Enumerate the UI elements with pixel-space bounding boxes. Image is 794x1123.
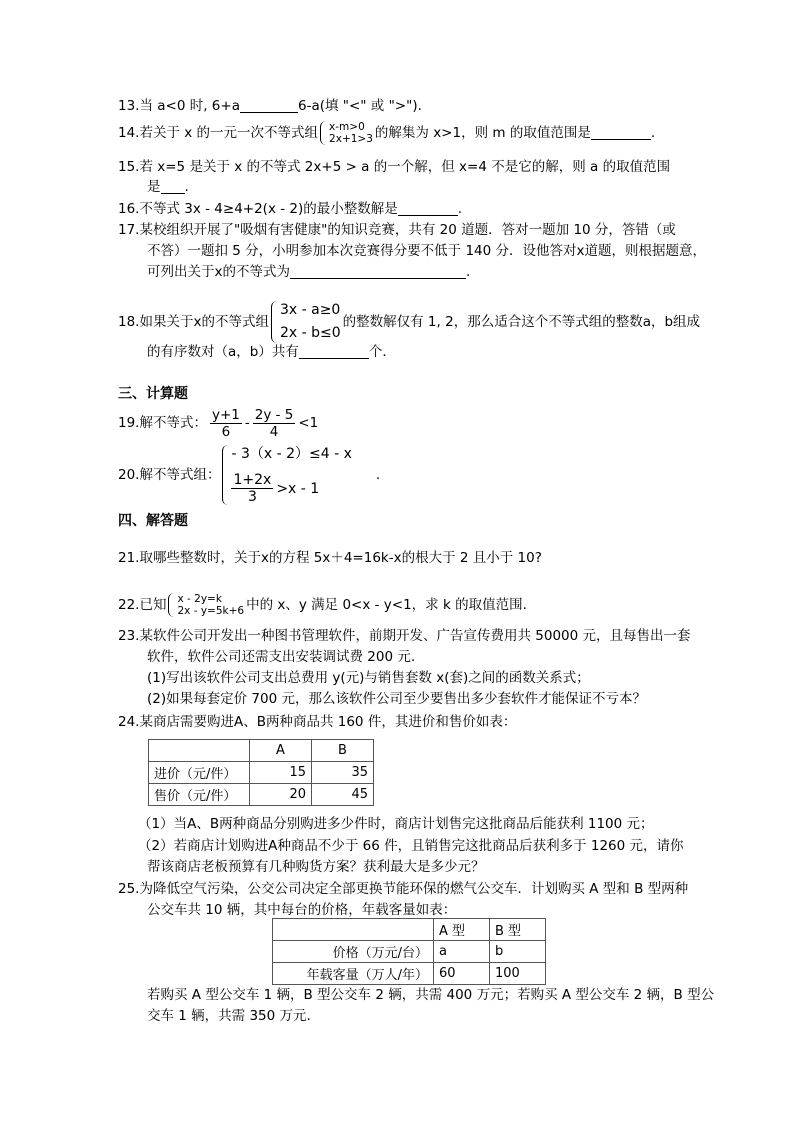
q13-text-a: 13.当 a<0 时, 6+a (118, 98, 240, 114)
brace-icon (222, 445, 229, 505)
question-25-line-1: 25.为降低空气污染，公交公司决定全部更换节能环保的燃气公交车．计划购买 A 型和 B 型两种 (118, 881, 689, 897)
question-24-part-1: （1）当A、B两种商品分别购进多少件时，商店计划售完这批商品后能获利 1100 元； (138, 816, 654, 832)
question-16 (118, 200, 462, 218)
question-23-line-1: 23.某软件公司开发出一种图书管理软件，前期开发、广告宣传费用共 50000 元，且每售出一套 (118, 628, 691, 644)
q17-text-a: 可列出关于x的不等式为 (147, 264, 290, 280)
q19-fraction-2 (253, 407, 296, 440)
table-cell: 45 (312, 784, 374, 806)
q22-equation-system (168, 593, 244, 617)
section-heading-answers: 四、解答题 (118, 513, 188, 529)
question-15-line-1: 15.若 x=5 是关于 x 的不等式 2x+5 > a 的一个解，但 x=4 不是它的解，则 a 的取值范围 (118, 159, 671, 175)
q14-system-row-1: x-m>0 (329, 121, 365, 133)
q22-system-row-2: 2x - y=5k+6 (177, 605, 245, 617)
question-25-line-2: 公交车共 10 辆，其中每台的价格，年载客量如表： (147, 902, 457, 918)
q16-text-b: . (457, 201, 463, 217)
table-cell (149, 740, 250, 762)
q17-text-b: . (466, 264, 471, 280)
q20-fraction (231, 472, 273, 505)
question-18-line-2 (147, 343, 396, 361)
q20-inequality-system (222, 445, 351, 505)
table-cell: 年载客量（万人/年） (273, 963, 434, 985)
q14-answer-blank (591, 125, 651, 140)
table-cell: A 型 (434, 919, 490, 941)
table-cell: B (312, 740, 374, 762)
table-cell: 售价（元/件） (149, 784, 250, 806)
q16-text-a: 16.不等式 3x - 4≥4+2(x - 2)的最小整数解是 (118, 201, 398, 217)
question-23-part-1: (1)写出该软件公司支出总费用 y(元)与销售套数 x(套)之间的函数关系式； (147, 670, 590, 686)
q22-system-row-1: x - 2y=k (177, 593, 222, 605)
question-24-part-2-line-2: 帮该商店老板预算有几种购货方案？获利最大是多少元？ (147, 859, 485, 875)
q14-inequality-system (320, 121, 373, 145)
table-row (149, 784, 374, 806)
q24-price-table (148, 739, 374, 806)
question-19 (118, 404, 318, 442)
question-14 (118, 121, 655, 145)
q20-row-2-rest: >x - 1 (276, 480, 320, 497)
table-cell: 15 (250, 762, 312, 784)
question-24-part-2-line-1: （2）若商店计划购进A种商品不少于 66 件，且销售完这批商品后获利多于 1260 元，请你 (138, 838, 684, 854)
q18-text-c: 的有序数对（a，b）共有 (147, 344, 299, 360)
q18-text-b: 的整数解仅有 1, 2，那么适合这个不等式组的整数a，b组成 (342, 314, 701, 330)
table-cell: 进价（元/件） (149, 762, 250, 784)
table-cell: 60 (434, 963, 490, 985)
q17-answer-blank (290, 264, 466, 279)
table-cell: b (489, 941, 545, 963)
q14-text-c: . (650, 125, 656, 141)
q22-text-a: 22.已知 (118, 597, 167, 613)
q20-text-a: 20.解不等式组： (118, 467, 221, 483)
question-15-line-2 (147, 178, 189, 196)
q13-answer-blank (240, 98, 298, 113)
q18-answer-blank (299, 344, 369, 359)
q20-system-row-1: - 3（x - 2）≤4 - x (231, 446, 352, 462)
question-17-line-1: 17.某校组织开展了"吸烟有害健康"的知识竞赛，共有 20 道题．答对一题加 10 分，答错（或 (118, 222, 676, 238)
table-cell: B 型 (489, 919, 545, 941)
q20-denominator: 3 (247, 489, 257, 505)
q19-numerator-1: y+1 (211, 406, 240, 423)
question-20 (118, 444, 380, 506)
table-cell: a (434, 941, 490, 963)
q16-answer-blank (398, 201, 458, 216)
q19-minus: - (244, 415, 250, 431)
q15-text-a: 是 (147, 179, 161, 195)
table-header-row (273, 919, 546, 941)
q20-system-row-2 (231, 472, 351, 505)
table-header-row (149, 740, 374, 762)
table-cell: 20 (250, 784, 312, 806)
brace-icon (320, 121, 327, 145)
question-17-line-2: 不答）一题扣 5 分，小明参加本次竞赛得分要不低于 140 分．设他答对x道题，则根据题意， (147, 243, 707, 259)
table-cell: 价格（万元/台） (273, 941, 434, 963)
question-24-line-1: 24.某商店需要购进A、B两种商品共 160 件，其进价和售价如表： (118, 714, 517, 730)
question-22 (118, 590, 527, 620)
q19-numerator-2: 2y - 5 (254, 406, 294, 423)
q19-fraction-1 (210, 407, 242, 440)
question-13 (118, 97, 422, 115)
question-17-line-3 (147, 263, 470, 281)
table-cell: 35 (312, 762, 374, 784)
q19-text-b: <1 (298, 415, 319, 431)
q22-text-b: 中的 x、y 满足 0<x - y<1，求 k 的取值范围. (246, 597, 527, 613)
q15-answer-blank (161, 179, 185, 194)
table-row (273, 941, 546, 963)
q18-text-a: 18.如果关于x的不等式组 (118, 314, 269, 330)
q19-text-a: 19.解不等式： (118, 415, 207, 431)
q19-denominator-2: 4 (269, 423, 279, 440)
brace-icon (271, 301, 278, 343)
question-25-line-3: 若购买 A 型公交车 1 辆，B 型公交车 2 辆，共需 400 万元；若购买 A 型公交车 2 辆，B 型公 (147, 987, 715, 1003)
q18-system-row-2: 2x - b≤0 (279, 325, 341, 341)
question-23-line-2: 软件，软件公司还需支出安装调试费 200 元. (147, 649, 416, 665)
q15-text-b: . (184, 179, 189, 195)
q18-system-row-1: 3x - a≥0 (279, 302, 341, 318)
q18-inequality-system (271, 301, 341, 343)
section-heading-calculation: 三、计算题 (118, 386, 188, 402)
q14-system-row-2: 2x+1>3 (329, 133, 373, 145)
q18-text-d: 个． (368, 344, 396, 360)
q20-numerator: 1+2x (233, 472, 272, 488)
q19-denominator-1: 6 (221, 423, 231, 440)
table-row (273, 963, 546, 985)
q25-bus-table (272, 918, 546, 985)
table-cell: 100 (489, 963, 545, 985)
question-18-line-1 (118, 300, 700, 344)
q14-text-a: 14.若关于 x 的一元一次不等式组 (118, 125, 319, 141)
table-row (149, 762, 374, 784)
q20-text-b: . (375, 467, 381, 483)
table-cell (273, 919, 434, 941)
q14-text-b: 的解集为 x>1，则 m 的取值范围是 (374, 125, 591, 141)
q13-text-b: 6-a(填 "<" 或 ">"). (297, 98, 422, 114)
table-cell: A (250, 740, 312, 762)
question-25-line-4: 交车 1 辆，共需 350 万元. (147, 1008, 311, 1024)
brace-icon (168, 593, 175, 617)
question-23-part-2: (2)如果每套定价 700 元，那么该软件公司至少要售出多少套软件才能保证不亏本？ (147, 691, 646, 707)
question-21: 21.取哪些整数时，关于x的方程 5x＋4=16k-x的根大于 2 且小于 10? (118, 550, 542, 566)
